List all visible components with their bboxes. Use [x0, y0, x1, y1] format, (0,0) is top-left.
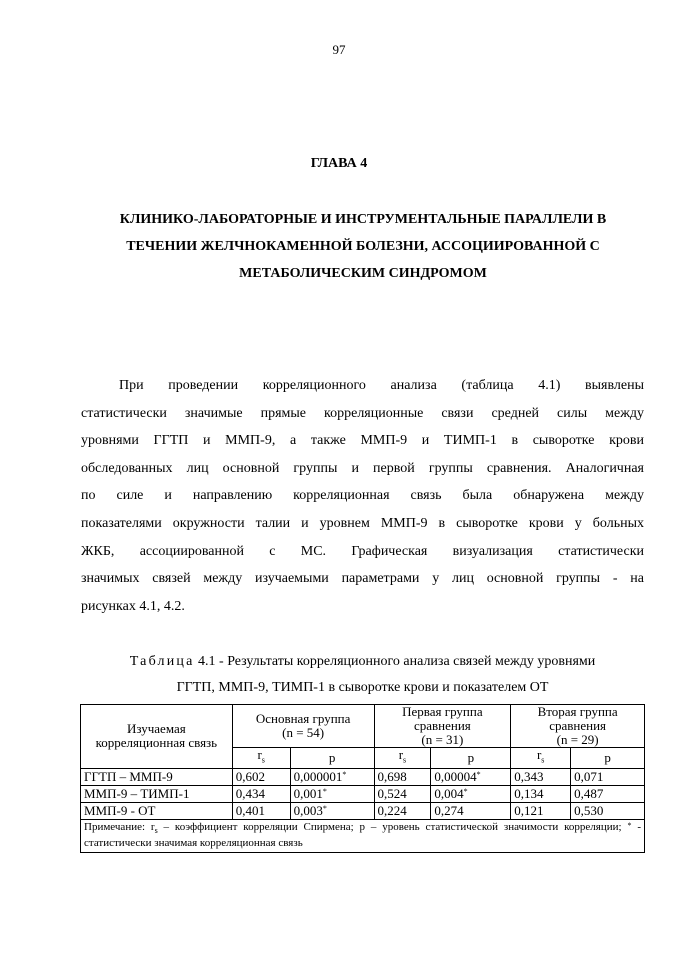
title-line: ТЕЧЕНИИ ЖЕЛЧНОКАМЕННОЙ БОЛЕЗНИ, АССОЦИИРОВАННОЙ С [126, 239, 600, 254]
caption-label: Таблица [129, 654, 195, 669]
title-line: МЕТАБОЛИЧЕСКИМ СИНДРОМОМ [239, 266, 487, 281]
paragraph-line: ЖКБ, ассоциированной с МС. Графическая визуализация статистически [81, 543, 644, 559]
table-row [81, 768, 645, 785]
group-name: Первая группа сравнения [402, 704, 483, 733]
p-value: 0,00004* [431, 768, 511, 785]
subheader-p: p [431, 748, 511, 769]
caption-line: ГГТП, ММП-9, ТИМП-1 в сыворотке крови и показателем ОТ [176, 680, 549, 695]
r-value: 0,434 [232, 785, 290, 802]
paragraph-line: уровнями ГГТП и ММП-9, а также ММП-9 и ТИМП-1 в сыворотке крови [81, 433, 644, 449]
title-line: КЛИНИКО-ЛАБОРАТОРНЫЕ И ИНСТРУМЕНТАЛЬНЫЕ ПАРАЛЛЕЛИ В [119, 212, 607, 227]
paragraph-line: показателями окружности талии и уровнем ММП-9 в сыворотке крови у больных [81, 515, 644, 531]
relation-cell: ММП-9 - ОТ [81, 802, 233, 819]
body-paragraph [81, 372, 644, 620]
group-name: Вторая группа сравнения [537, 704, 618, 733]
subheader-p: p [571, 748, 645, 769]
p-value: 0,003* [290, 802, 374, 819]
p-value: 0,000001* [290, 768, 374, 785]
caption-line [81, 649, 644, 675]
caption-text: 4.1 - Результаты корреляционного анализа связей между уровнями [194, 654, 596, 669]
paragraph-line: статистически значимые прямые корреляционные связи средней силы между [81, 405, 644, 421]
subheader-r: $r_s$ [232, 748, 290, 769]
p-value: 0,530 [571, 802, 645, 819]
r-value: 0,121 [511, 802, 571, 819]
r-value: 0,698 [374, 768, 431, 785]
r-value: 0,602 [232, 768, 290, 785]
correlation-table [80, 704, 645, 853]
p-value: 0,004* [431, 785, 511, 802]
r-value: 0,224 [374, 802, 431, 819]
p-value: 0,487 [571, 785, 645, 802]
table-row [81, 802, 645, 819]
chapter-title [80, 206, 646, 287]
group-n: (n = 54) [282, 725, 325, 740]
header-group-first [374, 705, 511, 748]
r-value: 0,343 [511, 768, 571, 785]
group-name: Основная группа [255, 711, 351, 726]
header-group-main [232, 705, 374, 748]
r-value: 0,524 [374, 785, 431, 802]
header-relation: Изучаемая корреляционная связь [81, 705, 233, 769]
group-n: (n = 29) [556, 732, 599, 747]
header-group-second [511, 705, 645, 748]
table-row [81, 785, 645, 802]
subheader-r: $r_s$ [511, 748, 571, 769]
p-value: 0,274 [431, 802, 511, 819]
page-number: 97 [332, 42, 346, 57]
subheader-r: $r_s$ [374, 748, 431, 769]
subheader-p: p [290, 748, 374, 769]
paragraph-line: рисунках 4.1, 4.2. [81, 598, 185, 614]
paragraph-line: При проведении корреляционного анализа (таблица 4.1) выявлены [119, 378, 644, 393]
table-caption [81, 649, 644, 701]
r-value: 0,401 [232, 802, 290, 819]
paragraph-line: обследованных лиц основной группы и первой группы сравнения. Аналогичная [81, 460, 644, 476]
chapter-heading: ГЛАВА 4 [310, 156, 368, 171]
r-value: 0,134 [511, 785, 571, 802]
p-value: 0,001* [290, 785, 374, 802]
relation-cell: ММП-9 – ТИМП-1 [81, 785, 233, 802]
paragraph-line: по силе и направлению корреляционная связь была обнаружена между [81, 488, 644, 504]
group-n: (n = 31) [421, 732, 464, 747]
p-value: 0,071 [571, 768, 645, 785]
table-note: Примечание: $r_s$ – коэффициент корреляции Спирмена; p – уровень статистической значимости корреляции; * - статистически значимая корреляционная связь [81, 819, 645, 852]
relation-cell: ГГТП – ММП-9 [81, 768, 233, 785]
table-header-row [81, 705, 645, 748]
table-note-row [81, 819, 645, 852]
paragraph-line: значимых связей между изучаемыми параметрами у лиц основной группы - на [81, 571, 644, 587]
